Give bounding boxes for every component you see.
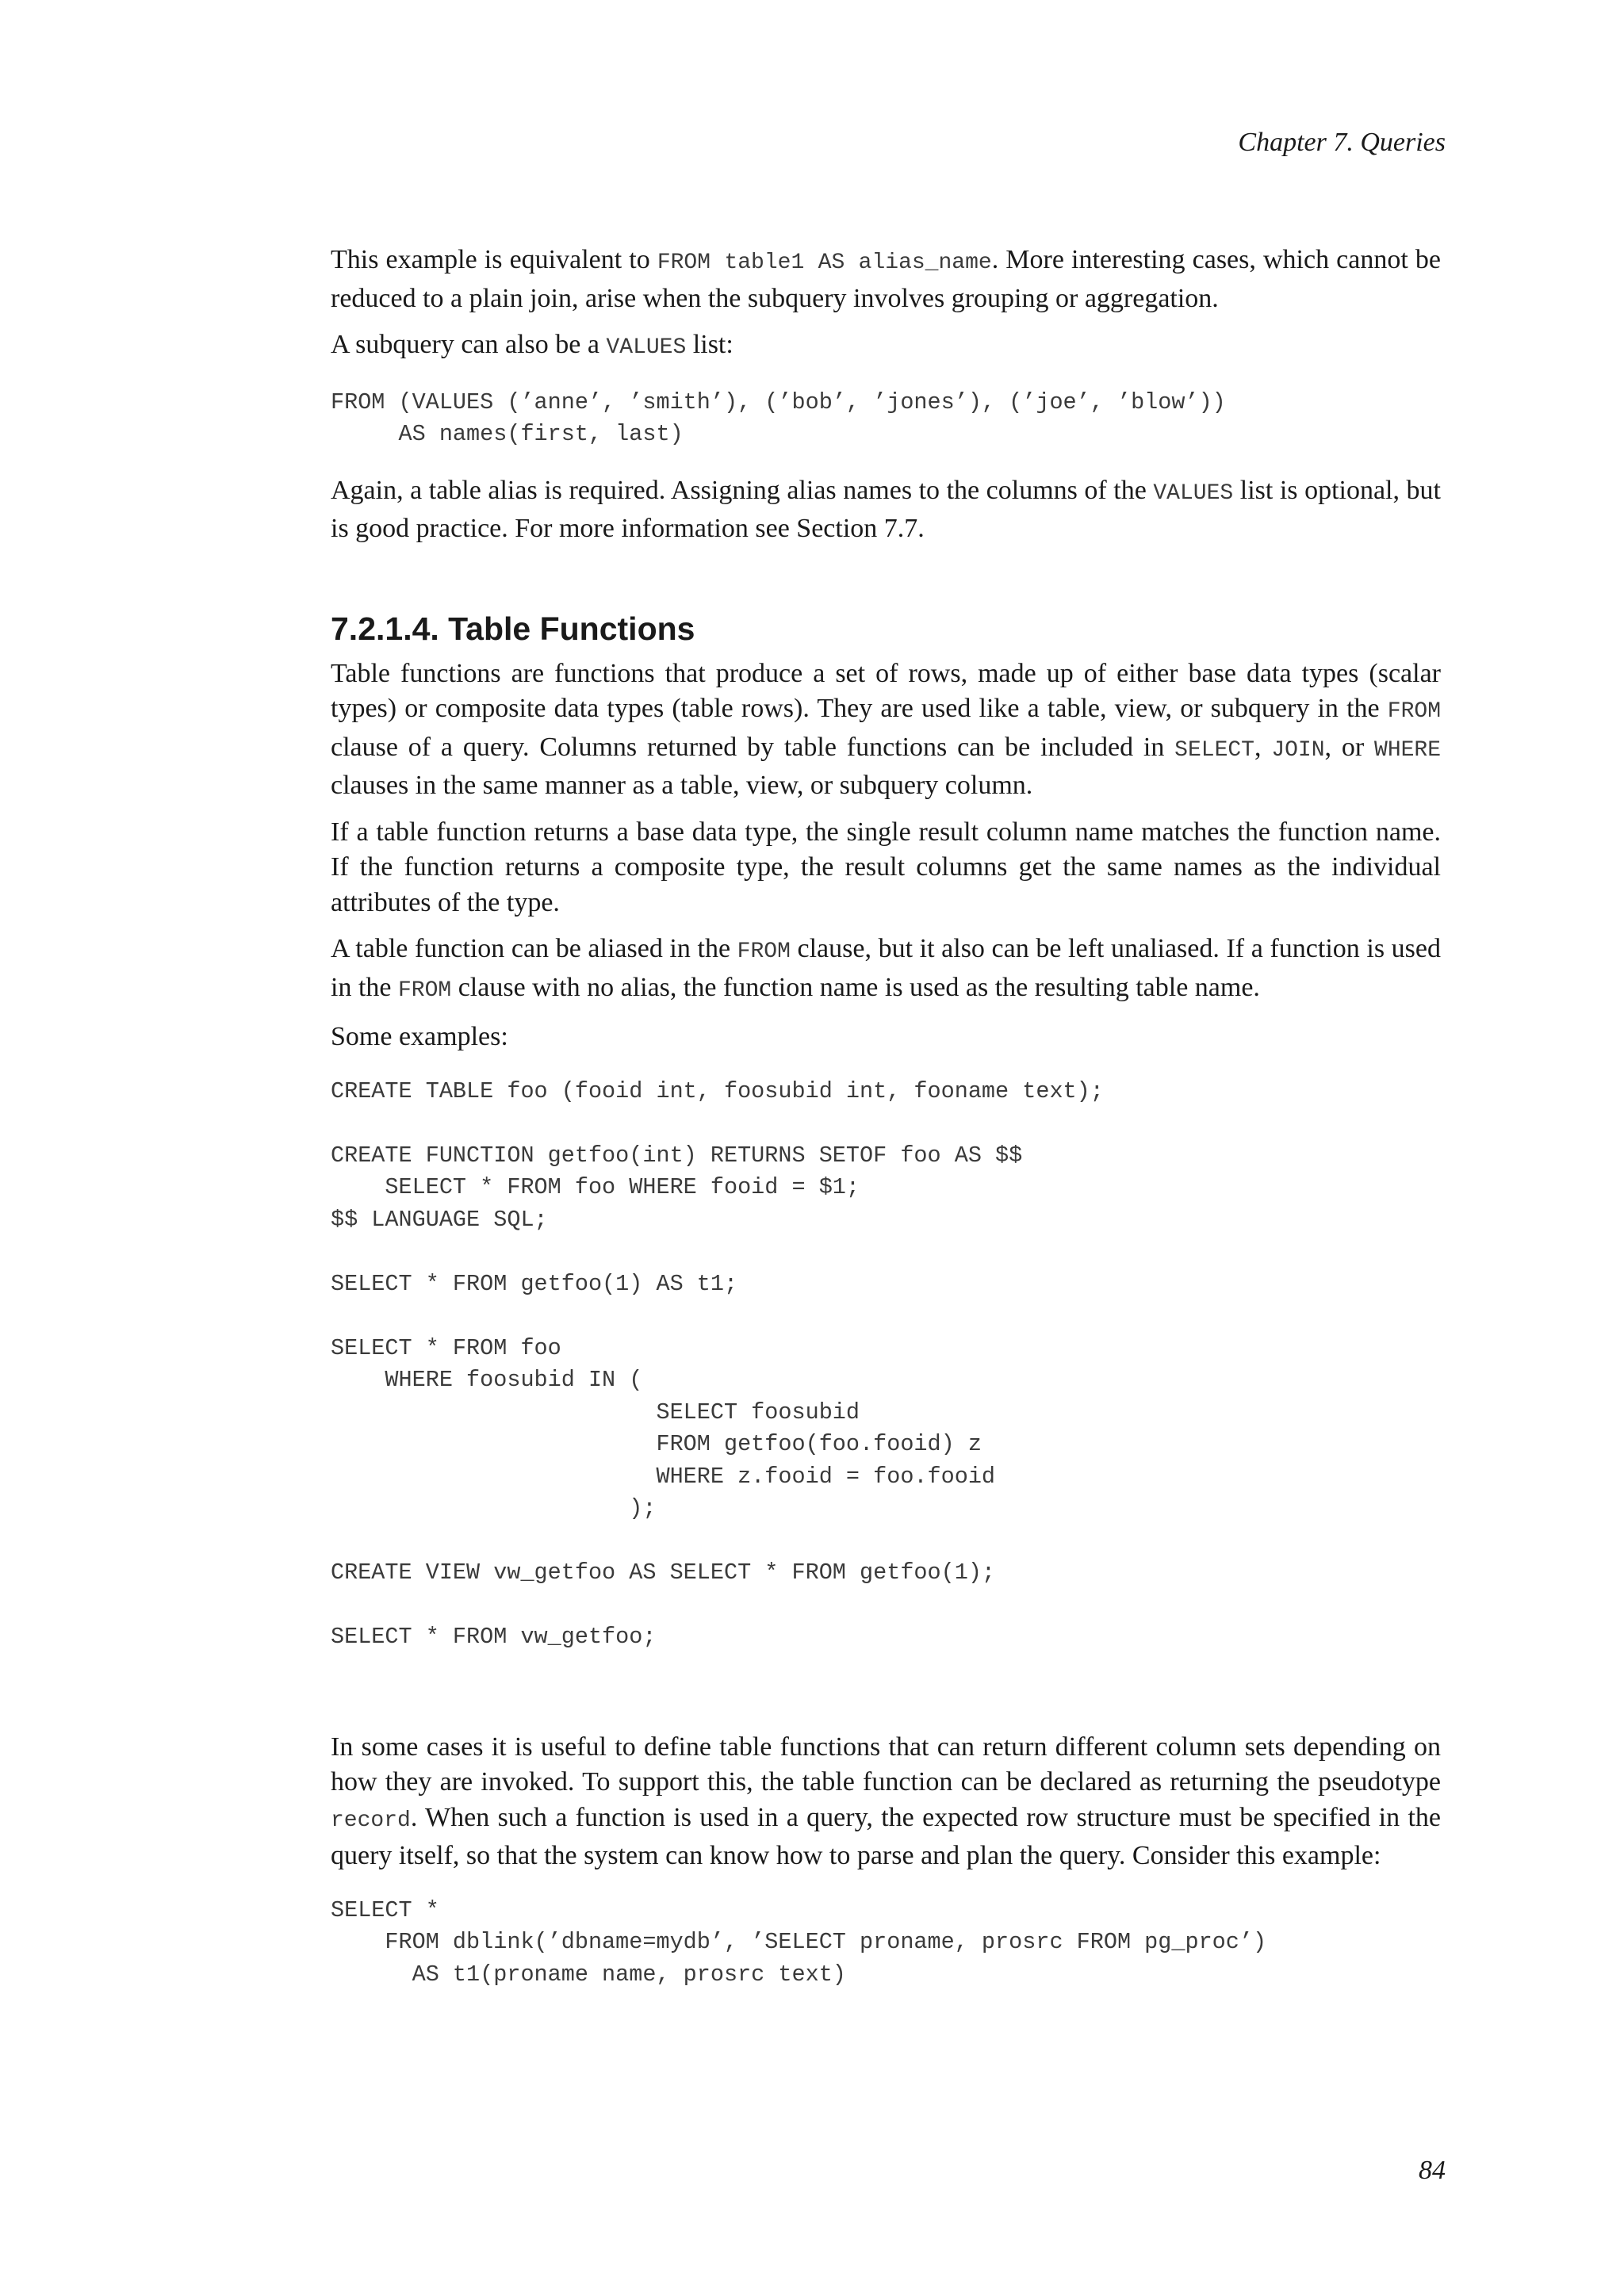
- text-run: . When such a function is used in a query, the expected row structure must be specified in the query itself, so that the system can know how to parse and plan the query. Consider this example:: [331, 1802, 1441, 1870]
- page-number: 84: [1419, 2156, 1446, 2185]
- paragraph-base-data-type: If a table function returns a base data type, the single result column name matches the function name. If the function returns a composite type, the result columns get the same names as the individual attributes of the type.: [331, 817, 1441, 917]
- paragraph-aliasing: [331, 932, 1441, 1008]
- text-run: Table functions are functions that produce a set of rows, made up of either base data types (scalar types) or composite data types (table rows). They are used like a table, view, or subquery in the: [331, 658, 1441, 723]
- inline-code: SELECT: [1174, 737, 1254, 763]
- paragraph-table-functions-intro: [331, 656, 1441, 804]
- paragraph-pseudotype-record: [331, 1730, 1441, 1874]
- inline-code: FROM table1 AS alias_name: [657, 251, 992, 275]
- inline-code: JOIN: [1271, 737, 1325, 763]
- inline-code: FROM: [1387, 699, 1441, 724]
- running-head: Chapter 7. Queries: [1238, 128, 1446, 157]
- inline-code: FROM: [397, 978, 452, 1003]
- code-block-values: FROM (VALUES (’anne’, ’smith’), (’bob’, ’jones’), (’joe’, ’blow’)) AS names(first, last): [331, 388, 1226, 447]
- text-run: clauses in the same manner as a table, view, or subquery column.: [331, 771, 1033, 800]
- text-run: list is optional, but is good practice. For more information see Section 7.7.: [331, 475, 1441, 543]
- text-run: A subquery can also be a: [331, 330, 607, 359]
- inline-code: VALUES: [606, 335, 687, 360]
- text-run: . More interesting cases, which cannot be reduced to a plain join, arise when the subquery involves grouping or aggregation.: [331, 245, 1441, 313]
- inline-code: VALUES: [1153, 480, 1234, 506]
- section-heading: 7.2.1.4. Table Functions: [331, 610, 695, 647]
- text-run: clause with no alias, the function name is used as the resulting table name.: [451, 972, 1260, 1002]
- inline-code: record: [331, 1808, 411, 1833]
- text-run: clause of a query. Columns returned by table functions can be included in: [331, 732, 1175, 762]
- paragraph-alias-equivalence: [331, 243, 1441, 316]
- text-run: A table function can be aliased in the: [331, 934, 737, 963]
- text-run: ,: [1254, 732, 1272, 762]
- text-run: Again, a table alias is required. Assigning alias names to the columns of the: [331, 475, 1154, 505]
- text-run: , or: [1324, 732, 1375, 762]
- text-run: In some cases it is useful to define table functions that can return different column sets depending on how they are invoked. To support this, the table function can be declared as returning the pseudotype: [331, 1732, 1441, 1797]
- inline-code: WHERE: [1374, 737, 1442, 763]
- paragraph-some-examples: Some examples:: [331, 1022, 508, 1051]
- inline-code: FROM: [737, 939, 791, 964]
- page-content: [331, 243, 1441, 1991]
- text-run: list:: [686, 330, 733, 359]
- text-run: This example is equivalent to: [331, 245, 657, 274]
- code-block-examples: CREATE TABLE foo (fooid int, foosubid int, fooname text); CREATE FUNCTION getfoo(int) RETURNS SETOF foo AS $$ SELECT * FROM foo WHERE fooid = $1; $$ LANGUAGE SQL; SELECT * FROM getfoo(1) AS t1; SELECT * FROM foo WHERE foosubid IN ( SELECT foosubid FROM getfoo(foo.fooid) z WHERE z.fooid = foo.fooid ); CREATE VIEW vw_getfoo AS SELECT * FROM getfoo(1); SELECT * FROM vw_getfoo;: [331, 1077, 1104, 1650]
- paragraph-alias-required: [331, 473, 1441, 547]
- text-run: clause, but it also can be left unaliased. If a function is used in the: [331, 934, 1442, 1002]
- code-block-dblink: SELECT * FROM dblink(’dbname=mydb’, ’SELECT proname, prosrc FROM pg_proc’) AS t1(proname name, prosrc text): [331, 1896, 1267, 1988]
- paragraph-values-list: [331, 327, 1441, 366]
